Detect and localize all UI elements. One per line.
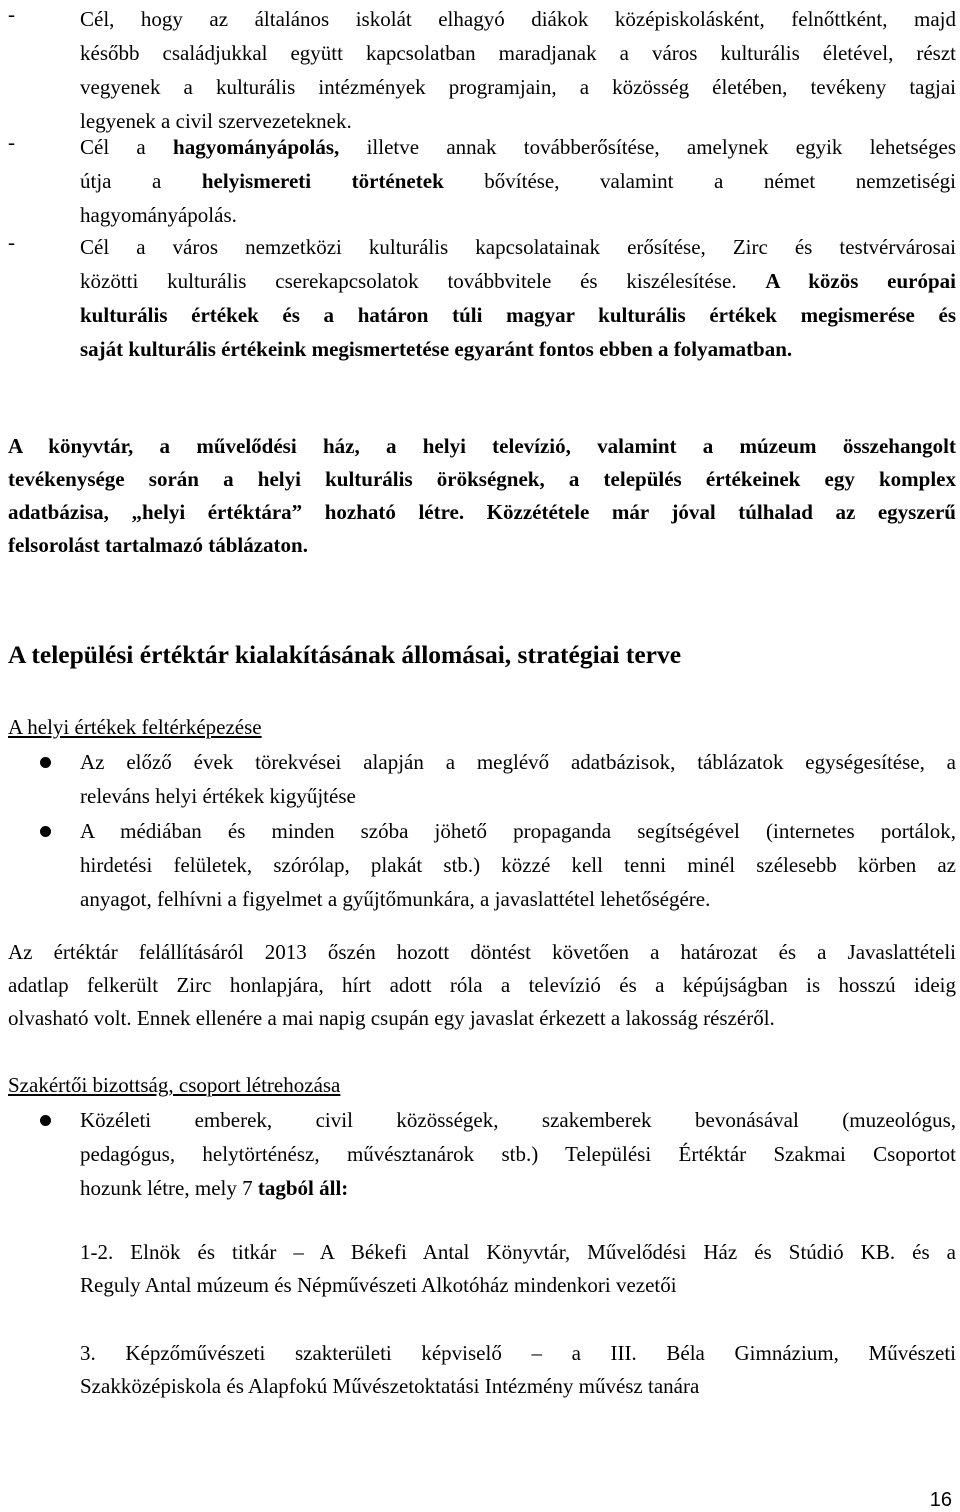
page-number: 16: [929, 1489, 952, 1511]
text-line: legyenek a civil szervezeteknek.: [80, 109, 352, 133]
subheading-local-values: A helyi értékek feltérképezése: [8, 715, 262, 739]
text-run: hozunk létre, mely 7: [80, 1176, 258, 1200]
text-line: vegyenek a kulturális intézmények programjain, a közösség életében, tevékeny tagjai: [80, 75, 956, 99]
section-heading: A települési értéktár kialakításának állomásai, stratégiai terve: [8, 640, 682, 669]
text-line: olvasható volt. Ennek ellenére a mai napig csupán egy javaslat érkezett a lakosság részéről.: [8, 1006, 775, 1030]
text-line: releváns helyi értékek kigyűjtése: [80, 784, 356, 808]
text-line: [80, 164, 956, 198]
text-line: Cél a város nemzetközi kulturális kapcsolatainak erősítése, Zirc és testvérvárosai: [80, 235, 956, 259]
dash-bullet: -: [8, 130, 15, 154]
subheading-expert-committee: Szakértői bizottság, csoport létrehozása: [8, 1073, 341, 1097]
goal-item-3: [8, 230, 956, 366]
paragraph: [8, 936, 956, 1035]
text-line: adatbázisa, „helyi értéktára” hozható létre. Közzététele már jóval túlhalad az egyszerű: [8, 500, 956, 524]
bold-text: tagból áll:: [257, 1176, 349, 1200]
member-entry-2: [80, 1337, 956, 1403]
text-run: bővítése, valamint a német nemzetiségi: [443, 169, 956, 193]
text-line: Az értéktár felállításáról 2013 őszén hozott döntést követően a határozat és a Javaslattételi: [8, 940, 956, 964]
text-line: Szakközépiskola és Alapfokú Művészetoktatási Intézmény művész tanára: [80, 1374, 700, 1398]
bold-term: helyismereti történetek: [201, 169, 444, 193]
goal-item-1: [8, 2, 956, 138]
text-line: Az előző évek törekvései alapján a meglévő adatbázisok, táblázatok egységesítése, a: [80, 750, 956, 774]
dash-bullet: -: [8, 2, 15, 26]
text-line: pedagógus, helytörténész, művésztanárok stb.) Települési Értéktár Szakmai Csoportot: [80, 1142, 956, 1166]
text-line: anyagot, felhívni a figyelmet a gyűjtőmunkára, a javaslattétel lehetőségére.: [80, 887, 711, 911]
bullet-item: [40, 745, 956, 813]
text-line: tevékenysége során a helyi kulturális örökségnek, a település értékeinek egy komplex: [8, 467, 956, 491]
text-line: adatlap felkerült Zirc honlapjára, hírt adott róla a televízió és a képújságban is hosszú ideig: [8, 973, 956, 997]
text-line: [80, 130, 956, 164]
bold-term: hagyományápolás,: [173, 135, 340, 159]
bold-paragraph: [8, 430, 956, 562]
bullet-dot-icon: [40, 826, 51, 837]
text-line: [80, 1171, 956, 1205]
text-line: hirdetési felületek, szórólap, plakát stb.) közzé kell tenni minél szélesebb körben az: [80, 853, 956, 877]
text-line: A médiában és minden szóba jöhető propaganda segítségével (internetes portálok,: [80, 819, 956, 843]
text-run: útja a: [80, 169, 202, 193]
text-line: saját kulturális értékeink megismertetése egyaránt fontos ebben a folyamatban.: [80, 337, 793, 361]
bullet-dot-icon: [40, 757, 51, 768]
dash-bullet: -: [8, 230, 15, 254]
text-line: később családjukkal együtt kapcsolatban maradjanak a város kulturális életével, részt: [80, 41, 956, 65]
text-line: A könyvtár, a művelődési ház, a helyi televízió, valamint a múzeum összehangolt: [8, 434, 956, 458]
text-line: Reguly Antal múzeum és Népművészeti Alkotóház mindenkori vezetői: [80, 1273, 677, 1297]
text-line: 3. Képzőművészeti szakterületi képviselő – a III. Béla Gimnázium, Művészeti: [80, 1341, 956, 1365]
member-entry-1: [80, 1236, 956, 1302]
text-line: [80, 264, 956, 298]
text-run: Cél a: [80, 135, 174, 159]
text-line: Közéleti emberek, civil közösségek, szakemberek bevonásával (muzeológus,: [80, 1108, 956, 1132]
bullet-item: [40, 1103, 956, 1205]
text-line: kulturális értékek és a határon túli magyar kulturális értékek megismerése és: [80, 303, 956, 327]
bullet-item: [40, 814, 956, 916]
text-line: Cél, hogy az általános iskolát elhagyó diákok középiskolásként, felnőttként, majd: [80, 7, 956, 31]
goal-item-2: [8, 130, 956, 232]
text-line: hagyományápolás.: [80, 203, 237, 227]
text-line: felsorolást tartalmazó táblázaton.: [8, 533, 308, 557]
bullet-dot-icon: [40, 1115, 51, 1126]
text-run: közötti kulturális cserekapcsolatok továbbvitele és kiszélesítése.: [80, 269, 766, 293]
bold-text: A közös európai: [765, 269, 957, 293]
text-run: illetve annak továbberősítése, amelynek egyik lehetséges: [339, 135, 956, 159]
text-line: 1-2. Elnök és titkár – A Békefi Antal Könyvtár, Művelődési Ház és Stúdió KB. és a: [80, 1240, 956, 1264]
